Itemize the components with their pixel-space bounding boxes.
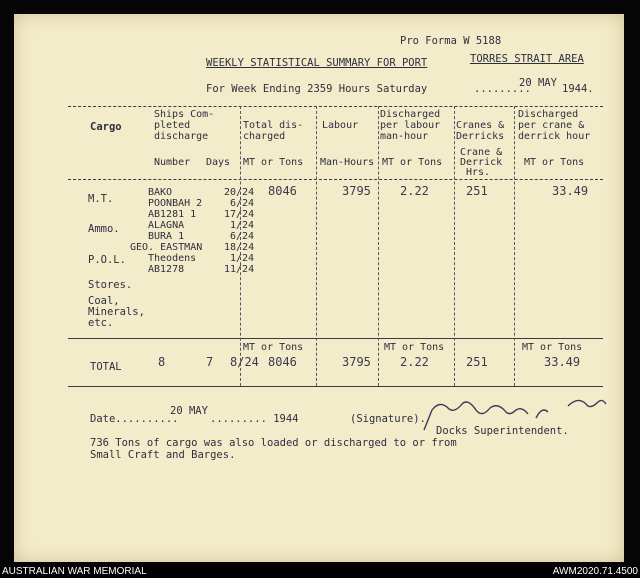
subheader-days: Days	[206, 157, 231, 168]
total-mt-tons-3: MT or Tons	[522, 342, 583, 353]
ship-name: POONBAH 2	[148, 198, 203, 209]
category-label: M.T.	[88, 193, 114, 205]
week-ending-year: 1944.	[562, 83, 594, 95]
col-header-cargo: Cargo	[90, 121, 122, 133]
col-header-disc-labour-2: per labour	[380, 120, 441, 131]
date-value: 20 MAY	[170, 405, 208, 417]
port-name: TORRES STRAIT AREA	[470, 53, 584, 65]
total-label: TOTAL	[90, 361, 122, 373]
total-cranes: 251	[466, 355, 488, 369]
total-mt-tons-2: MT or Tons	[384, 342, 445, 353]
days-value: 17/24	[224, 209, 255, 220]
total-per-crane: 33.49	[544, 355, 581, 369]
days-value: 11/24	[224, 264, 255, 275]
category-label: etc.	[88, 317, 114, 329]
days-value: 1/24	[230, 253, 255, 264]
days-value: 6/24	[230, 198, 255, 209]
col-header-cranes-1: Cranes &	[456, 120, 505, 131]
ship-name: ALAGNA	[148, 220, 185, 231]
col-header-disc-labour-1: Discharged	[380, 109, 441, 120]
document-title: WEEKLY STATISTICAL SUMMARY FOR PORT	[206, 57, 428, 69]
per-crane-value: 33.49	[552, 184, 589, 198]
total-labour: 3795	[342, 355, 371, 369]
note-line-1: 736 Tons of cargo was also loaded or discharged to or from	[90, 437, 457, 449]
total-days-frac: 8/24	[230, 355, 259, 369]
total-per-labour: 2.22	[400, 355, 429, 369]
date-label: Date..........	[90, 413, 179, 425]
subheader-crane-1: Crane &	[460, 147, 503, 158]
labour-value: 3795	[342, 184, 371, 198]
ship-name: AB1281 1	[148, 209, 197, 220]
total-discharged-value: 8046	[268, 184, 297, 198]
per-labour-value: 2.22	[400, 184, 429, 198]
col-header-disc-crane-1: Discharged	[518, 109, 579, 120]
note-line-2: Small Craft and Barges.	[90, 449, 236, 461]
col-header-ships-1: Ships Com-	[154, 109, 215, 120]
subheader-man-hours: Man-Hours	[320, 157, 375, 168]
col-header-cranes-2: Derricks	[456, 131, 505, 142]
total-discharged: 8046	[268, 355, 297, 369]
subheader-mt-tons-3: MT or Tons	[524, 157, 585, 168]
week-ending-label: For Week Ending 2359 Hours Saturday	[206, 83, 428, 95]
col-header-labour: Labour	[322, 120, 359, 131]
signer-title: Docks Superintendent.	[436, 425, 569, 437]
col-header-ships-2: pleted	[154, 120, 191, 131]
header-bottom-rule	[68, 179, 603, 180]
subheader-mt-tons: MT or Tons	[243, 157, 304, 168]
col-divider	[316, 106, 317, 386]
subheader-crane-2: Derrick	[460, 157, 503, 168]
form-number: Pro Forma W 5188	[400, 35, 502, 47]
total-number: 8	[158, 355, 166, 369]
col-header-ships-3: discharge	[154, 131, 209, 142]
week-ending-dots: .........	[474, 83, 531, 95]
table-top-rule	[68, 106, 603, 107]
date-year: ......... 1944	[210, 413, 299, 425]
total-bottom-rule	[68, 386, 603, 387]
col-header-disc-crane-3: derrick hour	[518, 131, 591, 142]
days-value: 6/24	[230, 231, 255, 242]
days-value: 20/24	[224, 187, 255, 198]
col-header-total-2: charged	[243, 131, 286, 142]
col-divider	[378, 106, 379, 386]
total-top-rule	[68, 338, 603, 339]
subheader-number: Number	[154, 157, 191, 168]
ship-name: GEO. EASTMAN	[130, 242, 203, 253]
ship-name: AB1278	[148, 264, 185, 275]
col-divider	[454, 106, 455, 386]
col-header-disc-labour-3: man-hour	[380, 131, 429, 142]
col-header-disc-crane-2: per crane &	[518, 120, 585, 131]
archive-id: AWM2020.71.4500	[552, 566, 638, 577]
subheader-crane-3: Hrs.	[466, 167, 491, 178]
document-page	[14, 14, 624, 562]
total-mt-tons: MT or Tons	[243, 342, 304, 353]
archive-credit-bar	[0, 566, 640, 578]
ship-name: BAKO	[148, 187, 173, 198]
category-label: Ammo.	[88, 223, 120, 235]
col-header-total-1: Total dis-	[243, 120, 304, 131]
days-value: 1/24	[230, 220, 255, 231]
ship-name: BURA 1	[148, 231, 185, 242]
category-label: Minerals,	[88, 306, 145, 318]
signature-label: (Signature).	[350, 413, 426, 425]
week-ending-day: 20 MAY	[519, 77, 557, 89]
cranes-value: 251	[466, 184, 488, 198]
archive-name: AUSTRALIAN WAR MEMORIAL	[2, 566, 147, 577]
category-label: Stores.	[88, 279, 133, 291]
days-value: 18/24	[224, 242, 255, 253]
category-label: P.O.L.	[88, 254, 126, 266]
total-days-whole: 7	[206, 355, 214, 369]
subheader-mt-tons-2: MT or Tons	[382, 157, 443, 168]
category-label: Coal,	[88, 295, 120, 307]
col-divider	[514, 106, 515, 386]
ship-name: Theodens	[148, 253, 197, 264]
